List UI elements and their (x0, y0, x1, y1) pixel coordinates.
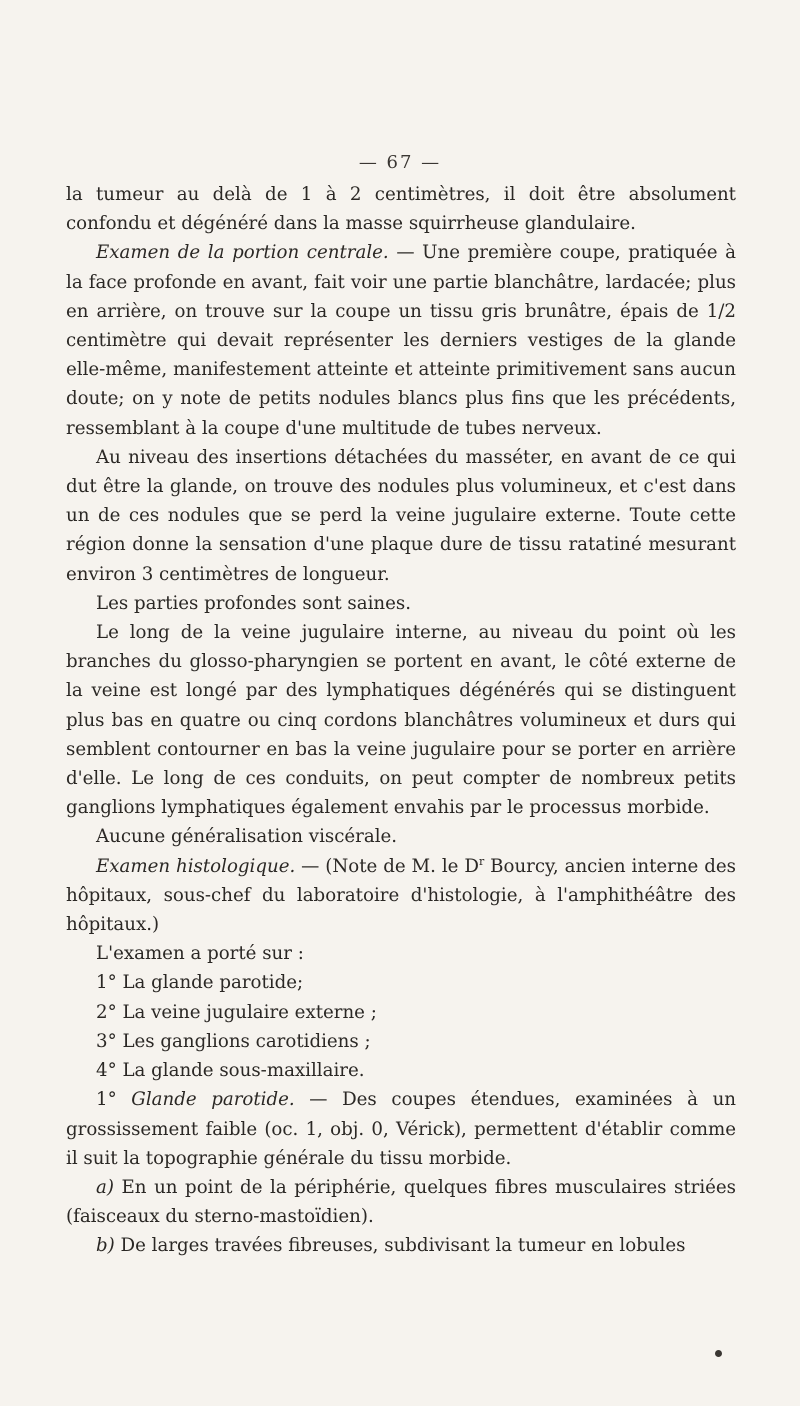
item-number: 1° (96, 1089, 132, 1111)
paragraph-examen-portion-centrale (66, 238, 736, 442)
list-item: 4° La glande sous-maxillaire. (96, 1060, 365, 1082)
section-heading-glande-parotide: Glande parotide. (131, 1089, 295, 1111)
paragraph-examen-porte: L'examen a porté sur : (96, 943, 304, 965)
paragraph-item-b (66, 1231, 736, 1260)
list-item: 2° La veine jugulaire externe ; (96, 1001, 377, 1023)
paragraph-insertions-masseter: Au niveau des insertions détachées du masséter, en avant de ce qui dut être la glande, on trouve des nodules plus volumineux, et c'est dans un de ces nodules que se perd la veine jugulaire externe. Toute cette région donne la sensation d'une plaque dure de tissu ratatiné mesurant environ 3 centimètres de longueur. (66, 446, 736, 585)
page-number: — 67 — (358, 152, 442, 173)
paragraph-text: — Une première coupe, pratiquée à la face profonde en avant, fait voir une partie blanchâtre, lardacée; plus en arrière, on trouve sur la coupe un tissu gris brunâtre, épais de 1/2 centimètre qui devait représenter les derniers vestiges de la glande elle-même, manifestement atteinte et atteinte primitivement sans aucun doute; on y note de petits nodules blancs plus fins que les précédents, ressemblant à la coupe d'une multitude de tubes nerveux. (66, 242, 736, 439)
section-heading-histologique: Examen histologique. (96, 855, 296, 877)
item-label-b: b) (96, 1235, 115, 1257)
text-body (66, 180, 736, 1261)
ink-dot (715, 1350, 722, 1357)
paragraph-text: De larges travées fibreuses, subdivisant la tumeur en lobules (114, 1235, 686, 1257)
paragraph-text: — (Note de M. le D (295, 855, 479, 877)
list-item: 1° La glande parotide; (96, 972, 304, 994)
paragraph-veine-jugulaire-interne: Le long de la veine jugulaire interne, au niveau du point où les branches du glosso-pharyngien se portent en avant, le côté externe de la veine est longé par des lymphatiques dégénérés qui se distinguent plus bas en quatre ou cinq cordons blanchâtres volumineux et durs qui semblent contourner en bas la veine jugulaire pour se porter en arrière d'elle. Le long de ces conduits, on peut compter de nombreux petits ganglions lymphatiques également envahis par le processus morbide. (66, 622, 736, 819)
paragraph-continuation: la tumeur au delà de 1 à 2 centimètres, il doit être absolument confondu et dégénéré dans la masse squirrheuse glandulaire. (66, 184, 736, 235)
item-label-a: a) (96, 1176, 114, 1198)
paragraph-glande-parotide (66, 1085, 736, 1173)
paragraph-parties-profondes: Les parties profondes sont saines. (96, 592, 412, 614)
section-heading-portion-centrale: Examen de la portion centrale. (96, 242, 389, 264)
paragraph-generalisation: Aucune généralisation viscérale. (96, 826, 398, 848)
paragraph-examen-histologique (66, 852, 736, 940)
paragraph-text: En un point de la périphérie, quelques fibres musculaires striées (faisceaux du sterno-mastoïdien). (66, 1176, 736, 1228)
list-item: 3° Les ganglions carotidiens ; (96, 1030, 371, 1052)
paragraph-item-a (66, 1173, 736, 1231)
paragraph-text: Bourcy, ancien interne des hôpitaux, sous-chef du laboratoire d'histologie, à l'amphithéâtre des hôpitaux.) (66, 855, 736, 936)
doctor-abbrev-sup: r (478, 854, 485, 868)
paragraph-text: — Des coupes étendues, examinées à un grossissement faible (oc. 1, obj. 0, Vérick), permettent d'établir comme il suit la topographie générale du tissu morbide. (66, 1089, 736, 1169)
